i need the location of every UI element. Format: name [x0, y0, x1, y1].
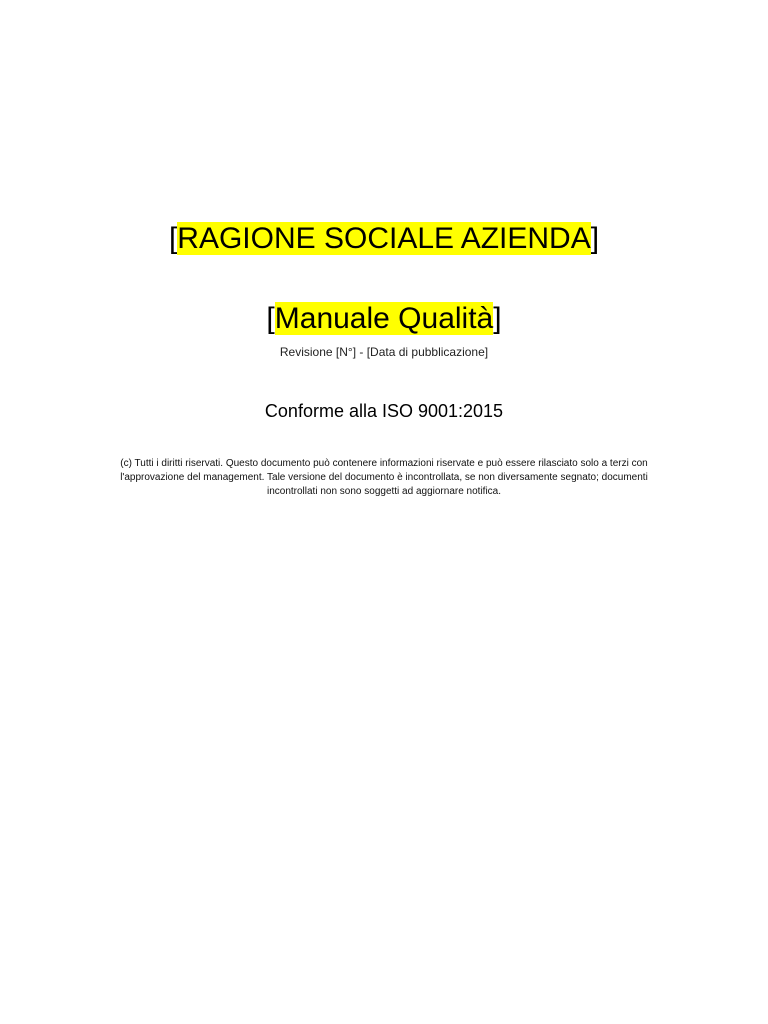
company-open-bracket: [ [168, 222, 178, 255]
copyright-line-1: (c) Tutti i diritti riservati. Questo documento può contenere informazioni riservate e può essere rilasciato solo a terzi con [120, 458, 648, 469]
copyright-notice [96, 457, 672, 499]
revision-info: Revisione [N°] - [Data di pubblicazione] [279, 345, 489, 359]
iso-conformity-statement: Conforme alla ISO 9001:2015 [264, 401, 504, 421]
company-close-bracket: ] [590, 222, 600, 255]
copyright-line-2: l'approvazione del management. Tale versione del documento è incontrollata, se non diversamente segnato; documenti [120, 472, 648, 483]
copyright-line-3: incontrollati non sono soggetti ad aggiornare notifica. [266, 486, 502, 497]
company-name-heading [0, 219, 768, 259]
manual-title-heading [0, 299, 768, 339]
company-name-placeholder: RAGIONE SOCIALE AZIENDA [177, 222, 591, 255]
manual-open-bracket: [ [266, 302, 275, 335]
manual-close-bracket: ] [493, 302, 502, 335]
manual-title-placeholder: Manuale Qualità [274, 302, 494, 335]
